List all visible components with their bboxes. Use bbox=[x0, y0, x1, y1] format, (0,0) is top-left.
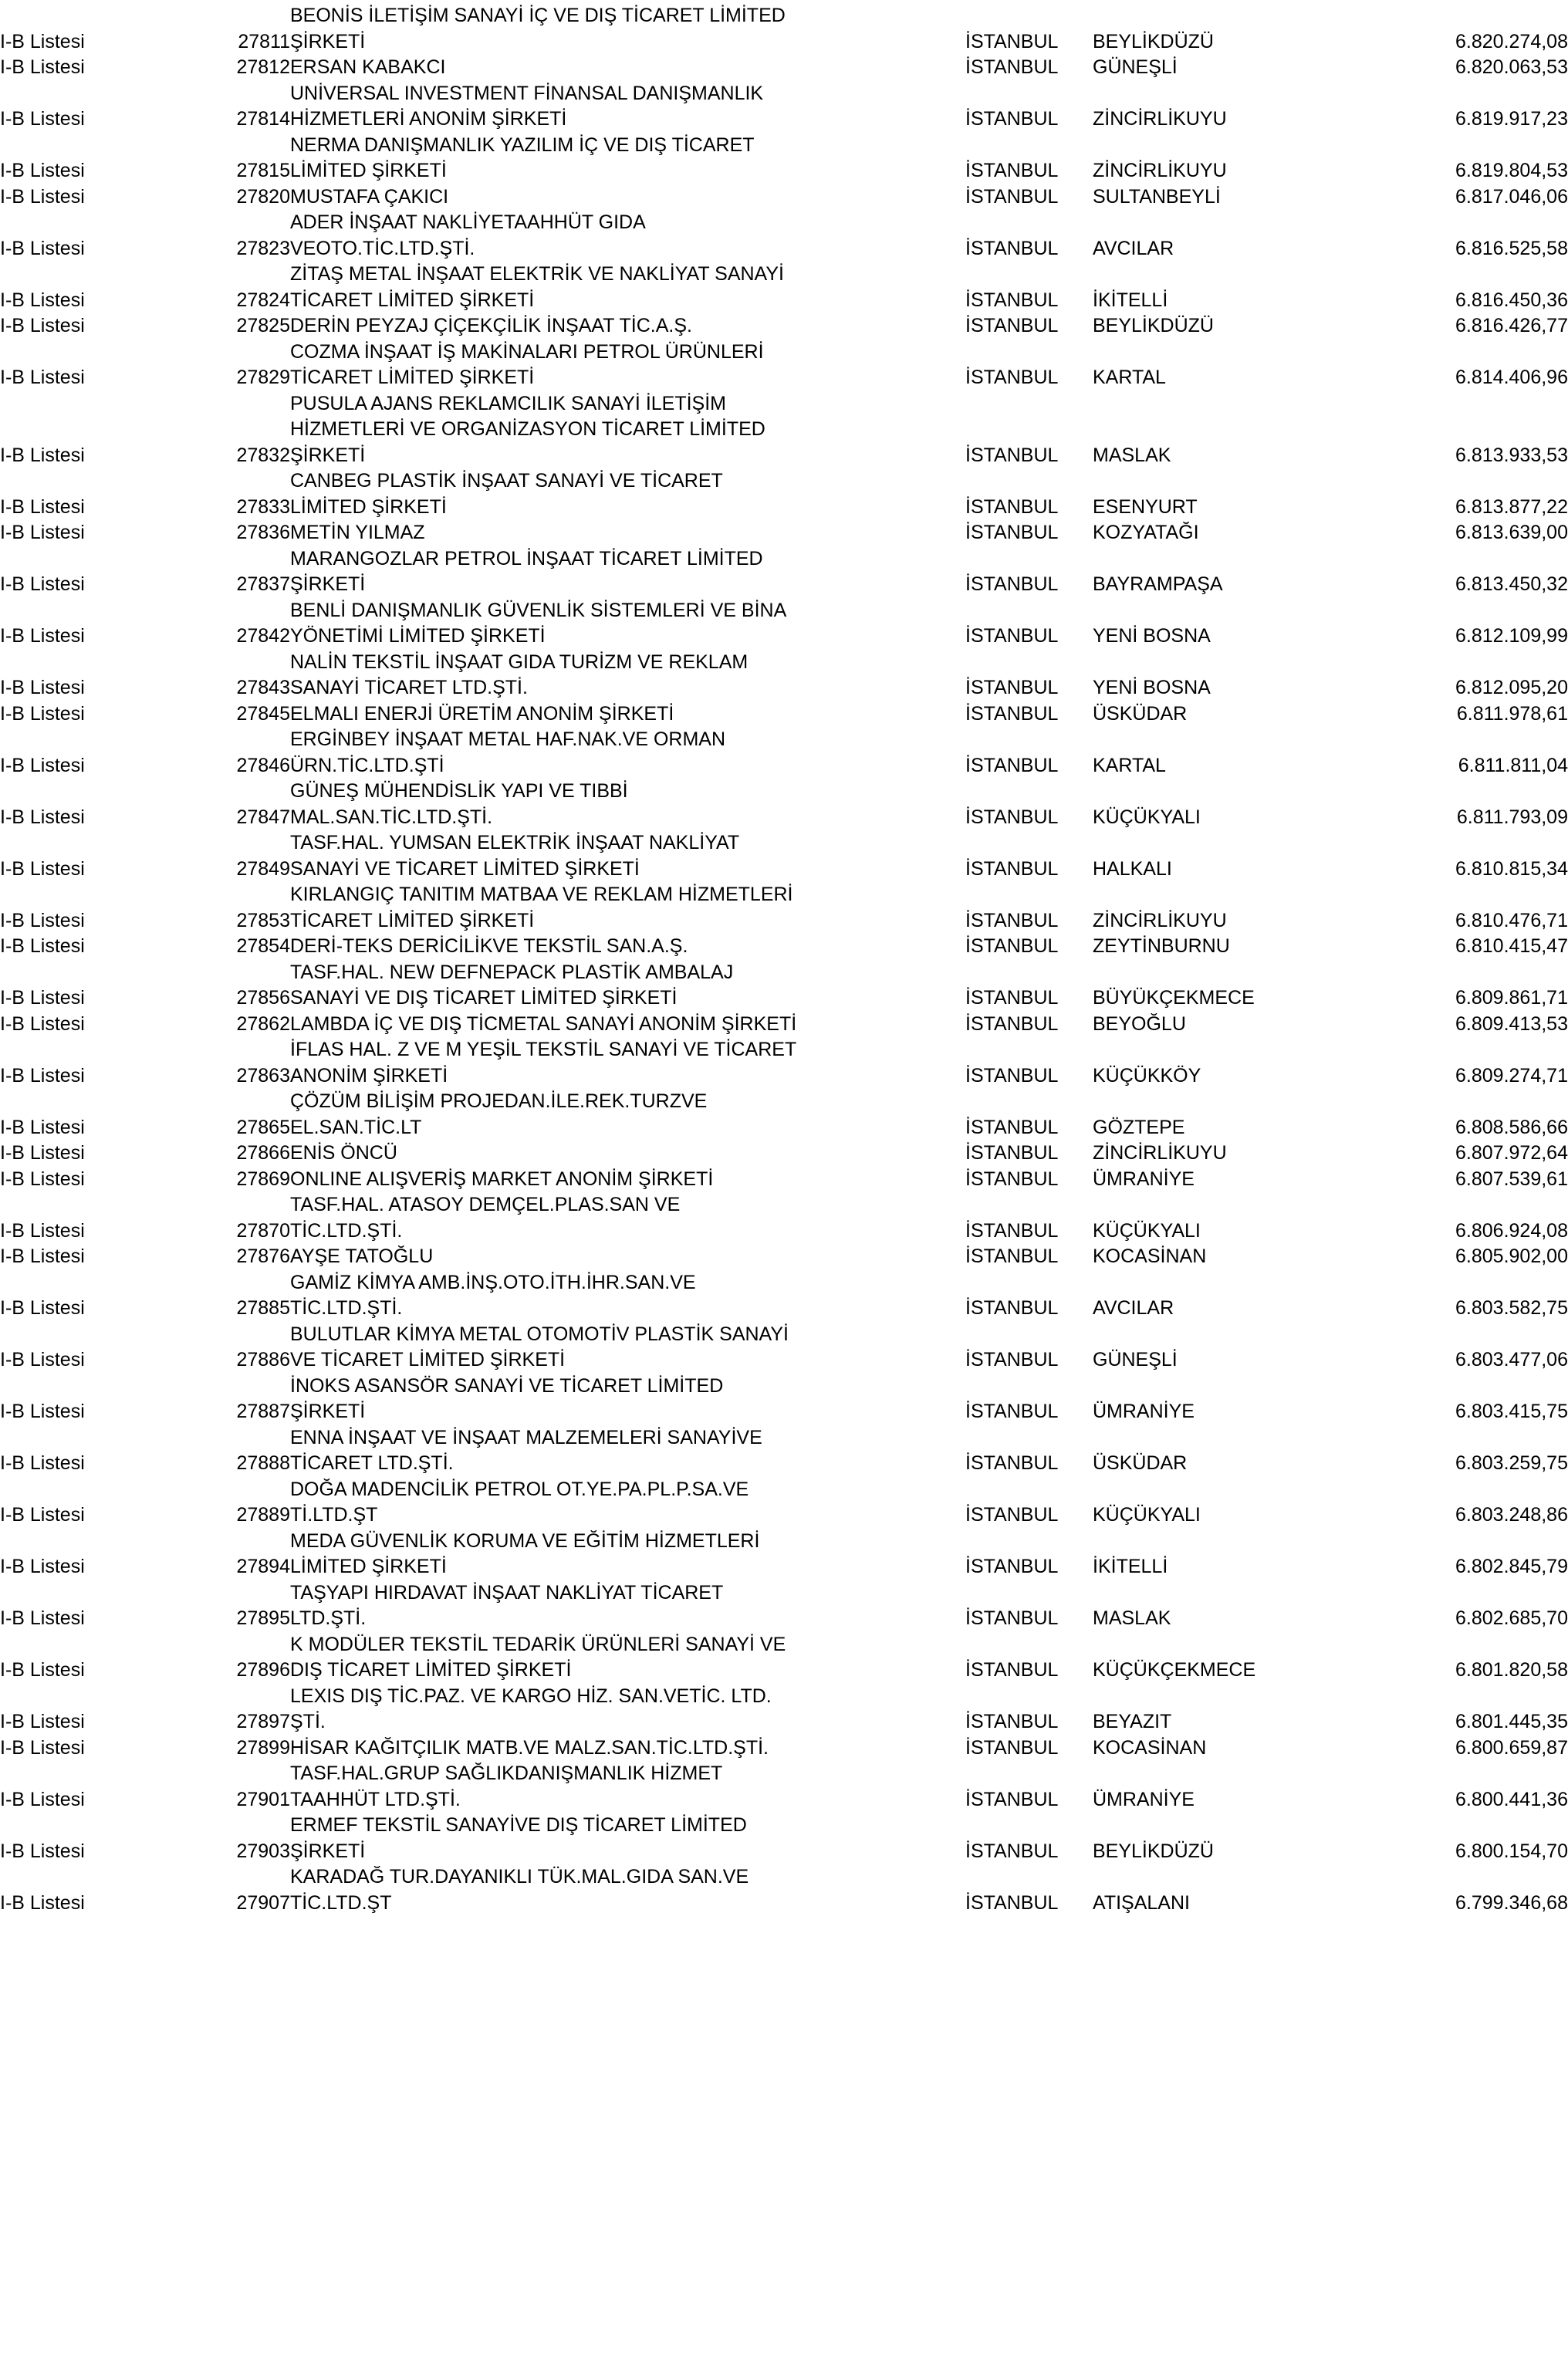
cell-amount: 6.813.450,32 bbox=[1455, 573, 1568, 595]
table-row bbox=[0, 1632, 1568, 1684]
cell-row-number: 27901 bbox=[236, 1788, 290, 1810]
table-row bbox=[0, 779, 1568, 830]
cell-taxpayer-name: COZMA İNŞAAT İŞ MAKİNALARI PETROL ÜRÜNLERİ TİCARET LİMİTED ŞİRKETİ bbox=[290, 340, 764, 388]
table-row bbox=[0, 1270, 1568, 1322]
cell-list-name: I-B Listesi bbox=[0, 444, 85, 466]
cell-list-name: I-B Listesi bbox=[0, 1891, 85, 1914]
cell-tax-office: ÜSKÜDAR bbox=[1093, 1452, 1188, 1474]
cell-tax-office: KÜÇÜKYALI bbox=[1093, 806, 1201, 828]
cell-list-name: I-B Listesi bbox=[0, 1168, 85, 1190]
cell-taxpayer-name: K MODÜLER TEKSTİL TEDARİK ÜRÜNLERİ SANAYİ VE DIŞ TİCARET LİMİTED ŞİRKETİ bbox=[290, 1633, 786, 1681]
cell-amount: 6.803.415,75 bbox=[1455, 1401, 1568, 1422]
cell-amount: 6.799.346,68 bbox=[1455, 1891, 1568, 1914]
cell-row-number: 27823 bbox=[236, 237, 290, 259]
cell-city: İSTANBUL bbox=[965, 56, 1059, 78]
table-row bbox=[0, 1529, 1568, 1580]
cell-row-number: 27856 bbox=[236, 987, 290, 1009]
cell-tax-office: KÜÇÜKYALI bbox=[1093, 1504, 1201, 1526]
cell-list-name: I-B Listesi bbox=[0, 1452, 85, 1474]
cell-amount: 6.800.441,36 bbox=[1455, 1788, 1568, 1810]
cell-list-name: I-B Listesi bbox=[0, 702, 85, 725]
cell-taxpayer-name: ÇÖZÜM BİLİŞİM PROJEDAN.İLE.REK.TURZVE EL.SAN.TİC.LT bbox=[290, 1090, 708, 1138]
cell-tax-office: BEYOĞLU bbox=[1093, 1012, 1186, 1035]
cell-tax-office: YENİ BOSNA bbox=[1093, 625, 1211, 647]
cell-city: İSTANBUL bbox=[965, 677, 1059, 698]
cell-city: İSTANBUL bbox=[965, 1401, 1059, 1422]
cell-tax-office: ÜMRANİYE bbox=[1093, 1788, 1195, 1810]
cell-city: İSTANBUL bbox=[965, 444, 1059, 466]
cell-amount: 6.800.659,87 bbox=[1455, 1736, 1568, 1759]
cell-taxpayer-name: TASF.HAL. ATASOY DEMÇEL.PLAS.SAN VE TİC.LTD.ŞTİ. bbox=[290, 1194, 681, 1242]
table-row bbox=[0, 1425, 1568, 1477]
table-row bbox=[0, 313, 1568, 340]
cell-row-number: 27888 bbox=[236, 1452, 290, 1474]
table-row bbox=[0, 1167, 1568, 1193]
table-row bbox=[0, 1580, 1568, 1632]
table-row bbox=[0, 1192, 1568, 1244]
table-row bbox=[0, 960, 1568, 1012]
cell-tax-office: HALKALI bbox=[1093, 857, 1172, 880]
cell-tax-office: İKİTELLİ bbox=[1093, 1556, 1168, 1577]
cell-taxpayer-name: GAMİZ KİMYA AMB.İNŞ.OTO.İTH.İHR.SAN.VE TİC.LTD.ŞTİ. bbox=[290, 1271, 696, 1319]
cell-list-name: I-B Listesi bbox=[0, 108, 85, 130]
cell-amount: 6.813.933,53 bbox=[1455, 444, 1568, 466]
cell-city: İSTANBUL bbox=[965, 1012, 1059, 1035]
cell-tax-office: ÜMRANİYE bbox=[1093, 1168, 1195, 1190]
cell-row-number: 27811 bbox=[238, 30, 290, 52]
cell-tax-office: BEYLİKDÜZÜ bbox=[1093, 30, 1214, 52]
cell-tax-office: KARTAL bbox=[1093, 367, 1166, 388]
cell-taxpayer-name: ONLINE ALIŞVERİŞ MARKET ANONİM ŞİRKETİ bbox=[290, 1168, 714, 1190]
cell-taxpayer-name: MARANGOZLAR PETROL İNŞAAT TİCARET LİMİTED ŞİRKETİ bbox=[290, 547, 763, 595]
cell-city: İSTANBUL bbox=[965, 1245, 1059, 1267]
cell-list-name: I-B Listesi bbox=[0, 1840, 85, 1862]
cell-city: İSTANBUL bbox=[965, 1504, 1059, 1526]
cell-row-number: 27907 bbox=[236, 1891, 290, 1914]
table-row bbox=[0, 1244, 1568, 1270]
cell-tax-office: KÜÇÜKKÖY bbox=[1093, 1064, 1201, 1087]
cell-city: İSTANBUL bbox=[965, 1659, 1059, 1681]
cell-taxpayer-name: TASF.HAL. NEW DEFNEPACK PLASTİK AMBALAJ SANAYİ VE DIŞ TİCARET LİMİTED ŞİRKETİ bbox=[290, 961, 734, 1009]
table-body bbox=[0, 3, 1568, 1916]
cell-list-name: I-B Listesi bbox=[0, 160, 85, 181]
table-row bbox=[0, 1037, 1568, 1089]
table-row bbox=[0, 1322, 1568, 1374]
cell-amount: 6.813.639,00 bbox=[1455, 522, 1568, 543]
table-row bbox=[0, 391, 1568, 469]
cell-taxpayer-name: TASF.HAL. YUMSAN ELEKTRİK İNŞAAT NAKLİYAT SANAYİ VE TİCARET LİMİTED ŞİRKETİ bbox=[290, 832, 740, 880]
cell-list-name: I-B Listesi bbox=[0, 522, 85, 543]
cell-tax-office: BEYLİKDÜZÜ bbox=[1093, 315, 1214, 336]
cell-tax-office: ÜSKÜDAR bbox=[1093, 702, 1188, 725]
cell-tax-office: ZİNCİRLİKUYU bbox=[1093, 1142, 1227, 1164]
table-row bbox=[0, 55, 1568, 81]
cell-amount: 6.803.248,86 bbox=[1455, 1504, 1568, 1526]
cell-taxpayer-name: DOĞA MADENCİLİK PETROL OT.YE.PA.PL.P.SA.VE Tİ.LTD.ŞT bbox=[290, 1478, 749, 1526]
cell-amount: 6.816.525,58 bbox=[1455, 237, 1568, 259]
cell-taxpayer-name: ENİS ÖNCÜ bbox=[290, 1142, 397, 1164]
cell-list-name: I-B Listesi bbox=[0, 1012, 85, 1035]
cell-amount: 6.816.450,36 bbox=[1455, 289, 1568, 311]
cell-city: İSTANBUL bbox=[965, 30, 1059, 52]
table-row bbox=[0, 468, 1568, 520]
cell-city: İSTANBUL bbox=[965, 1219, 1059, 1242]
cell-row-number: 27887 bbox=[236, 1401, 290, 1422]
cell-row-number: 27825 bbox=[236, 315, 290, 336]
cell-amount: 6.803.259,75 bbox=[1455, 1452, 1568, 1474]
cell-list-name: I-B Listesi bbox=[0, 909, 85, 931]
table-row bbox=[0, 934, 1568, 960]
cell-amount: 6.805.902,00 bbox=[1455, 1245, 1568, 1267]
cell-taxpayer-name: BENLİ DANIŞMANLIK GÜVENLİK SİSTEMLERİ VE BİNA YÖNETİMİ LİMİTED ŞİRKETİ bbox=[290, 599, 787, 647]
table-row bbox=[0, 1374, 1568, 1425]
cell-taxpayer-name: LEXIS DIŞ TİC.PAZ. VE KARGO HİZ. SAN.VETİC. LTD. ŞTİ. bbox=[290, 1685, 772, 1732]
cell-amount: 6.809.413,53 bbox=[1455, 1012, 1568, 1035]
cell-row-number: 27847 bbox=[236, 806, 290, 828]
cell-tax-office: KOCASİNAN bbox=[1093, 1245, 1207, 1267]
table-row bbox=[0, 520, 1568, 546]
cell-row-number: 27903 bbox=[236, 1840, 290, 1862]
cell-row-number: 27865 bbox=[236, 1116, 290, 1138]
cell-taxpayer-name: KIRLANGIÇ TANITIM MATBAA VE REKLAM HİZMETLERİ TİCARET LİMİTED ŞİRKETİ bbox=[290, 884, 793, 931]
cell-tax-office: SULTANBEYLİ bbox=[1093, 185, 1221, 208]
cell-city: İSTANBUL bbox=[965, 185, 1059, 208]
cell-tax-office: KOCASİNAN bbox=[1093, 1736, 1207, 1759]
cell-row-number: 27897 bbox=[236, 1711, 290, 1732]
cell-list-name: I-B Listesi bbox=[0, 625, 85, 647]
cell-list-name: I-B Listesi bbox=[0, 573, 85, 595]
cell-row-number: 27876 bbox=[236, 1245, 290, 1267]
cell-amount: 6.819.804,53 bbox=[1455, 160, 1568, 181]
table-row bbox=[0, 81, 1568, 133]
cell-amount: 6.811.793,09 bbox=[1456, 806, 1568, 828]
cell-city: İSTANBUL bbox=[965, 237, 1059, 259]
cell-list-name: I-B Listesi bbox=[0, 1064, 85, 1087]
cell-amount: 6.817.046,06 bbox=[1455, 185, 1568, 208]
cell-row-number: 27842 bbox=[236, 625, 290, 647]
cell-row-number: 27853 bbox=[236, 909, 290, 931]
table-row bbox=[0, 1089, 1568, 1141]
cell-amount: 6.810.476,71 bbox=[1455, 909, 1568, 931]
cell-amount: 6.806.924,08 bbox=[1455, 1219, 1568, 1242]
cell-row-number: 27846 bbox=[236, 754, 290, 776]
cell-tax-office: MASLAK bbox=[1093, 1607, 1171, 1629]
cell-tax-office: AVCILAR bbox=[1093, 1297, 1174, 1319]
cell-taxpayer-name: ERSAN KABAKCI bbox=[290, 56, 446, 78]
cell-row-number: 27814 bbox=[236, 108, 290, 130]
cell-taxpayer-name: TAŞYAPI HIRDAVAT İNŞAAT NAKLİYAT TİCARET LTD.ŞTİ. bbox=[290, 1581, 724, 1629]
cell-city: İSTANBUL bbox=[965, 315, 1059, 336]
cell-taxpayer-name: AYŞE TATOĞLU bbox=[290, 1245, 434, 1267]
cell-amount: 6.812.095,20 bbox=[1455, 677, 1568, 698]
cell-amount: 6.807.972,64 bbox=[1455, 1142, 1568, 1164]
table-row bbox=[0, 340, 1568, 391]
cell-list-name: I-B Listesi bbox=[0, 754, 85, 776]
cell-taxpayer-name: HİSAR KAĞITÇILIK MATB.VE MALZ.SAN.TİC.LTD.ŞTİ. bbox=[290, 1736, 769, 1759]
cell-list-name: I-B Listesi bbox=[0, 1659, 85, 1681]
cell-amount: 6.803.582,75 bbox=[1455, 1297, 1568, 1319]
cell-city: İSTANBUL bbox=[965, 987, 1059, 1009]
table-row bbox=[0, 1813, 1568, 1864]
cell-taxpayer-name: ENNA İNŞAAT VE İNŞAAT MALZEMELERİ SANAYİVE TİCARET LTD.ŞTİ. bbox=[290, 1426, 762, 1474]
cell-city: İSTANBUL bbox=[965, 1142, 1059, 1164]
cell-row-number: 27854 bbox=[236, 935, 290, 957]
cell-row-number: 27815 bbox=[236, 160, 290, 181]
cell-list-name: I-B Listesi bbox=[0, 1788, 85, 1810]
cell-city: İSTANBUL bbox=[965, 1891, 1059, 1914]
cell-taxpayer-name: ERMEF TEKSTİL SANAYİVE DIŞ TİCARET LİMİTED ŞİRKETİ bbox=[290, 1814, 747, 1862]
cell-list-name: I-B Listesi bbox=[0, 987, 85, 1009]
table-row bbox=[0, 262, 1568, 313]
cell-amount: 6.809.861,71 bbox=[1455, 987, 1568, 1009]
cell-city: İSTANBUL bbox=[965, 1788, 1059, 1810]
cell-row-number: 27862 bbox=[236, 1012, 290, 1035]
cell-amount: 6.810.415,47 bbox=[1455, 935, 1568, 957]
cell-taxpayer-name: İNOKS ASANSÖR SANAYİ VE TİCARET LİMİTED ŞİRKETİ bbox=[290, 1374, 724, 1422]
cell-list-name: I-B Listesi bbox=[0, 1401, 85, 1422]
cell-tax-office: ZİNCİRLİKUYU bbox=[1093, 108, 1227, 130]
cell-amount: 6.808.586,66 bbox=[1455, 1116, 1568, 1138]
cell-taxpayer-name: NERMA DANIŞMANLIK YAZILIM İÇ VE DIŞ TİCARET LİMİTED ŞİRKETİ bbox=[290, 133, 755, 181]
cell-amount: 6.814.406,96 bbox=[1455, 367, 1568, 388]
table-row bbox=[0, 133, 1568, 184]
table-row bbox=[0, 1761, 1568, 1813]
table-row bbox=[0, 650, 1568, 701]
cell-city: İSTANBUL bbox=[965, 935, 1059, 957]
cell-city: İSTANBUL bbox=[965, 702, 1059, 725]
table-row bbox=[0, 210, 1568, 262]
cell-list-name: I-B Listesi bbox=[0, 1219, 85, 1242]
cell-taxpayer-name: ERGİNBEY İNŞAAT METAL HAF.NAK.VE ORMAN ÜRN.TİC.LTD.ŞTİ bbox=[290, 728, 726, 776]
cell-city: İSTANBUL bbox=[965, 1736, 1059, 1759]
cell-list-name: I-B Listesi bbox=[0, 367, 85, 388]
cell-taxpayer-name: MUSTAFA ÇAKICI bbox=[290, 185, 449, 208]
cell-amount: 6.811.811,04 bbox=[1458, 754, 1568, 776]
table-row bbox=[0, 598, 1568, 650]
table-row bbox=[0, 1684, 1568, 1735]
cell-row-number: 27896 bbox=[236, 1659, 290, 1681]
cell-list-name: I-B Listesi bbox=[0, 1607, 85, 1629]
cell-list-name: I-B Listesi bbox=[0, 289, 85, 311]
cell-tax-office: KÜÇÜKYALI bbox=[1093, 1219, 1201, 1242]
cell-amount: 6.801.445,35 bbox=[1455, 1711, 1568, 1732]
cell-row-number: 27869 bbox=[236, 1168, 290, 1190]
cell-list-name: I-B Listesi bbox=[0, 677, 85, 698]
cell-tax-office: İKİTELLİ bbox=[1093, 289, 1168, 311]
cell-tax-office: GÜNEŞLİ bbox=[1093, 56, 1178, 78]
cell-city: İSTANBUL bbox=[965, 857, 1059, 880]
table-row bbox=[0, 1735, 1568, 1762]
cell-city: İSTANBUL bbox=[965, 625, 1059, 647]
cell-tax-office: KARTAL bbox=[1093, 754, 1166, 776]
table-row bbox=[0, 1141, 1568, 1167]
cell-city: İSTANBUL bbox=[965, 1297, 1059, 1319]
cell-amount: 6.802.685,70 bbox=[1455, 1607, 1568, 1629]
cell-taxpayer-name: UNİVERSAL INVESTMENT FİNANSAL DANIŞMANLIK HİZMETLERİ ANONİM ŞİRKETİ bbox=[290, 82, 764, 130]
cell-city: İSTANBUL bbox=[965, 108, 1059, 130]
cell-taxpayer-name: ADER İNŞAAT NAKLİYETAAHHÜT GIDA VEOTO.TİC.LTD.ŞTİ. bbox=[290, 211, 646, 259]
table-row bbox=[0, 3, 1568, 55]
cell-list-name: I-B Listesi bbox=[0, 1711, 85, 1732]
cell-row-number: 27812 bbox=[236, 56, 290, 78]
cell-row-number: 27866 bbox=[236, 1142, 290, 1164]
cell-list-name: I-B Listesi bbox=[0, 1142, 85, 1164]
cell-list-name: I-B Listesi bbox=[0, 495, 85, 518]
cell-city: İSTANBUL bbox=[965, 495, 1059, 518]
cell-taxpayer-name: NALİN TEKSTİL İNŞAAT GIDA TURİZM VE REKLAM SANAYİ TİCARET LTD.ŞTİ. bbox=[290, 651, 749, 698]
cell-row-number: 27843 bbox=[236, 677, 290, 698]
cell-taxpayer-name: LAMBDA İÇ VE DIŞ TİCMETAL SANAYİ ANONİM ŞİRKETİ bbox=[290, 1012, 797, 1035]
cell-tax-office: AVCILAR bbox=[1093, 237, 1174, 259]
cell-list-name: I-B Listesi bbox=[0, 806, 85, 828]
cell-taxpayer-name: İFLAS HAL. Z VE M YEŞİL TEKSTİL SANAYİ VE TİCARET ANONİM ŞİRKETİ bbox=[290, 1039, 797, 1087]
cell-tax-office: GÖZTEPE bbox=[1093, 1116, 1185, 1138]
cell-list-name: I-B Listesi bbox=[0, 935, 85, 957]
cell-list-name: I-B Listesi bbox=[0, 1245, 85, 1267]
cell-row-number: 27837 bbox=[236, 573, 290, 595]
cell-amount: 6.801.820,58 bbox=[1455, 1659, 1568, 1681]
cell-taxpayer-name: DERİ-TEKS DERİCİLİKVE TEKSTİL SAN.A.Ş. bbox=[290, 935, 688, 957]
cell-tax-office: ATIŞALANI bbox=[1093, 1891, 1190, 1914]
cell-row-number: 27829 bbox=[236, 367, 290, 388]
cell-city: İSTANBUL bbox=[965, 289, 1059, 311]
cell-city: İSTANBUL bbox=[965, 367, 1059, 388]
cell-taxpayer-name: GÜNEŞ MÜHENDİSLİK YAPI VE TIBBİ MAL.SAN.TİC.LTD.ŞTİ. bbox=[290, 780, 628, 828]
cell-amount: 6.802.845,79 bbox=[1455, 1556, 1568, 1577]
cell-row-number: 27889 bbox=[236, 1504, 290, 1526]
cell-tax-office: ZİNCİRLİKUYU bbox=[1093, 160, 1227, 181]
cell-tax-office: YENİ BOSNA bbox=[1093, 677, 1211, 698]
cell-amount: 6.812.109,99 bbox=[1455, 625, 1568, 647]
cell-row-number: 27863 bbox=[236, 1064, 290, 1087]
cell-tax-office: ÜMRANİYE bbox=[1093, 1401, 1195, 1422]
cell-city: İSTANBUL bbox=[965, 1064, 1059, 1087]
table-row bbox=[0, 184, 1568, 211]
table-row bbox=[0, 546, 1568, 598]
cell-city: İSTANBUL bbox=[965, 1452, 1059, 1474]
cell-row-number: 27885 bbox=[236, 1297, 290, 1319]
cell-amount: 6.820.063,53 bbox=[1455, 56, 1568, 78]
table-row bbox=[0, 1012, 1568, 1038]
cell-row-number: 27894 bbox=[236, 1556, 290, 1577]
cell-amount: 6.819.917,23 bbox=[1455, 108, 1568, 130]
cell-amount: 6.807.539,61 bbox=[1455, 1168, 1568, 1190]
cell-city: İSTANBUL bbox=[965, 1349, 1059, 1370]
cell-city: İSTANBUL bbox=[965, 1556, 1059, 1577]
cell-city: İSTANBUL bbox=[965, 1840, 1059, 1862]
cell-tax-office: GÜNEŞLİ bbox=[1093, 1349, 1178, 1370]
table-row bbox=[0, 882, 1568, 934]
cell-tax-office: BÜYÜKÇEKMECE bbox=[1093, 987, 1255, 1009]
cell-tax-office: ZİNCİRLİKUYU bbox=[1093, 909, 1227, 931]
cell-list-name: I-B Listesi bbox=[0, 56, 85, 78]
cell-city: İSTANBUL bbox=[965, 573, 1059, 595]
cell-list-name: I-B Listesi bbox=[0, 30, 85, 52]
cell-amount: 6.803.477,06 bbox=[1455, 1349, 1568, 1370]
cell-list-name: I-B Listesi bbox=[0, 1504, 85, 1526]
cell-taxpayer-name: BEONİS İLETİŞİM SANAYİ İÇ VE DIŞ TİCARET LİMİTED ŞİRKETİ bbox=[290, 5, 786, 52]
cell-tax-office: BEYLİKDÜZÜ bbox=[1093, 1840, 1214, 1862]
table-row bbox=[0, 1864, 1568, 1916]
cell-amount: 6.809.274,71 bbox=[1455, 1064, 1568, 1087]
cell-city: İSTANBUL bbox=[965, 160, 1059, 181]
cell-tax-office: KOZYATAĞI bbox=[1093, 522, 1199, 543]
cell-tax-office: BEYAZIT bbox=[1093, 1711, 1172, 1732]
cell-city: İSTANBUL bbox=[965, 909, 1059, 931]
cell-list-name: I-B Listesi bbox=[0, 1116, 85, 1138]
cell-row-number: 27870 bbox=[236, 1219, 290, 1242]
cell-amount: 6.800.154,70 bbox=[1455, 1840, 1568, 1862]
cell-list-name: I-B Listesi bbox=[0, 857, 85, 880]
cell-tax-office: ZEYTİNBURNU bbox=[1093, 935, 1230, 957]
cell-taxpayer-name: CANBEG PLASTİK İNŞAAT SANAYİ VE TİCARET LİMİTED ŞİRKETİ bbox=[290, 470, 723, 518]
cell-row-number: 27886 bbox=[236, 1349, 290, 1370]
cell-row-number: 27895 bbox=[236, 1607, 290, 1629]
cell-taxpayer-name: PUSULA AJANS REKLAMCILIK SANAYİ İLETİŞİM HİZMETLERİ VE ORGANİZASYON TİCARET LİMİTED ŞİRKETİ bbox=[290, 392, 765, 466]
cell-city: İSTANBUL bbox=[965, 1116, 1059, 1138]
cell-taxpayer-name: TASF.HAL.GRUP SAĞLIKDANIŞMANLIK HİZMET TAAHHÜT LTD.ŞTİ. bbox=[290, 1762, 723, 1810]
cell-taxpayer-name: ZİTAŞ METAL İNŞAAT ELEKTRİK VE NAKLİYAT SANAYİ TİCARET LİMİTED ŞİRKETİ bbox=[290, 263, 784, 311]
cell-taxpayer-name: KARADAĞ TUR.DAYANIKLI TÜK.MAL.GIDA SAN.VE TİC.LTD.ŞT bbox=[290, 1866, 749, 1914]
cell-list-name: I-B Listesi bbox=[0, 1736, 85, 1759]
cell-amount: 6.810.815,34 bbox=[1455, 857, 1568, 880]
cell-tax-office: BAYRAMPAŞA bbox=[1093, 573, 1223, 595]
cell-list-name: I-B Listesi bbox=[0, 1349, 85, 1370]
cell-list-name: I-B Listesi bbox=[0, 315, 85, 336]
cell-city: İSTANBUL bbox=[965, 1607, 1059, 1629]
table-row bbox=[0, 1477, 1568, 1529]
table-row bbox=[0, 830, 1568, 882]
cell-taxpayer-name: BULUTLAR KİMYA METAL OTOMOTİV PLASTİK SANAYİ VE TİCARET LİMİTED ŞİRKETİ bbox=[290, 1323, 789, 1370]
cell-row-number: 27824 bbox=[236, 289, 290, 311]
cell-amount: 6.816.426,77 bbox=[1455, 315, 1568, 336]
cell-row-number: 27820 bbox=[236, 185, 290, 208]
cell-list-name: I-B Listesi bbox=[0, 1556, 85, 1577]
debtor-list-table bbox=[0, 3, 1568, 1916]
cell-city: İSTANBUL bbox=[965, 806, 1059, 828]
cell-row-number: 27832 bbox=[236, 444, 290, 466]
cell-list-name: I-B Listesi bbox=[0, 185, 85, 208]
cell-row-number: 27833 bbox=[236, 495, 290, 518]
cell-row-number: 27845 bbox=[236, 702, 290, 725]
cell-list-name: I-B Listesi bbox=[0, 237, 85, 259]
cell-city: İSTANBUL bbox=[965, 1711, 1059, 1732]
cell-amount: 6.820.274,08 bbox=[1455, 30, 1568, 52]
cell-taxpayer-name: DERİN PEYZAJ ÇİÇEKÇİLİK İNŞAAT TİC.A.Ş. bbox=[290, 315, 692, 336]
cell-taxpayer-name: ELMALI ENERJİ ÜRETİM ANONİM ŞİRKETİ bbox=[290, 702, 674, 725]
cell-amount: 6.811.978,61 bbox=[1456, 702, 1568, 725]
cell-tax-office: ESENYURT bbox=[1093, 495, 1198, 518]
cell-amount: 6.813.877,22 bbox=[1455, 495, 1568, 518]
table-row bbox=[0, 727, 1568, 779]
cell-taxpayer-name: MEDA GÜVENLİK KORUMA VE EĞİTİM HİZMETLERİ LİMİTED ŞİRKETİ bbox=[290, 1529, 760, 1577]
cell-row-number: 27899 bbox=[236, 1736, 290, 1759]
cell-row-number: 27849 bbox=[236, 857, 290, 880]
cell-tax-office: KÜÇÜKÇEKMECE bbox=[1093, 1659, 1256, 1681]
cell-tax-office: MASLAK bbox=[1093, 444, 1171, 466]
cell-city: İSTANBUL bbox=[965, 1168, 1059, 1190]
cell-city: İSTANBUL bbox=[965, 754, 1059, 776]
cell-list-name: I-B Listesi bbox=[0, 1297, 85, 1319]
table-row bbox=[0, 701, 1568, 728]
cell-taxpayer-name: METİN YILMAZ bbox=[290, 522, 425, 543]
cell-city: İSTANBUL bbox=[965, 522, 1059, 543]
cell-row-number: 27836 bbox=[236, 522, 290, 543]
